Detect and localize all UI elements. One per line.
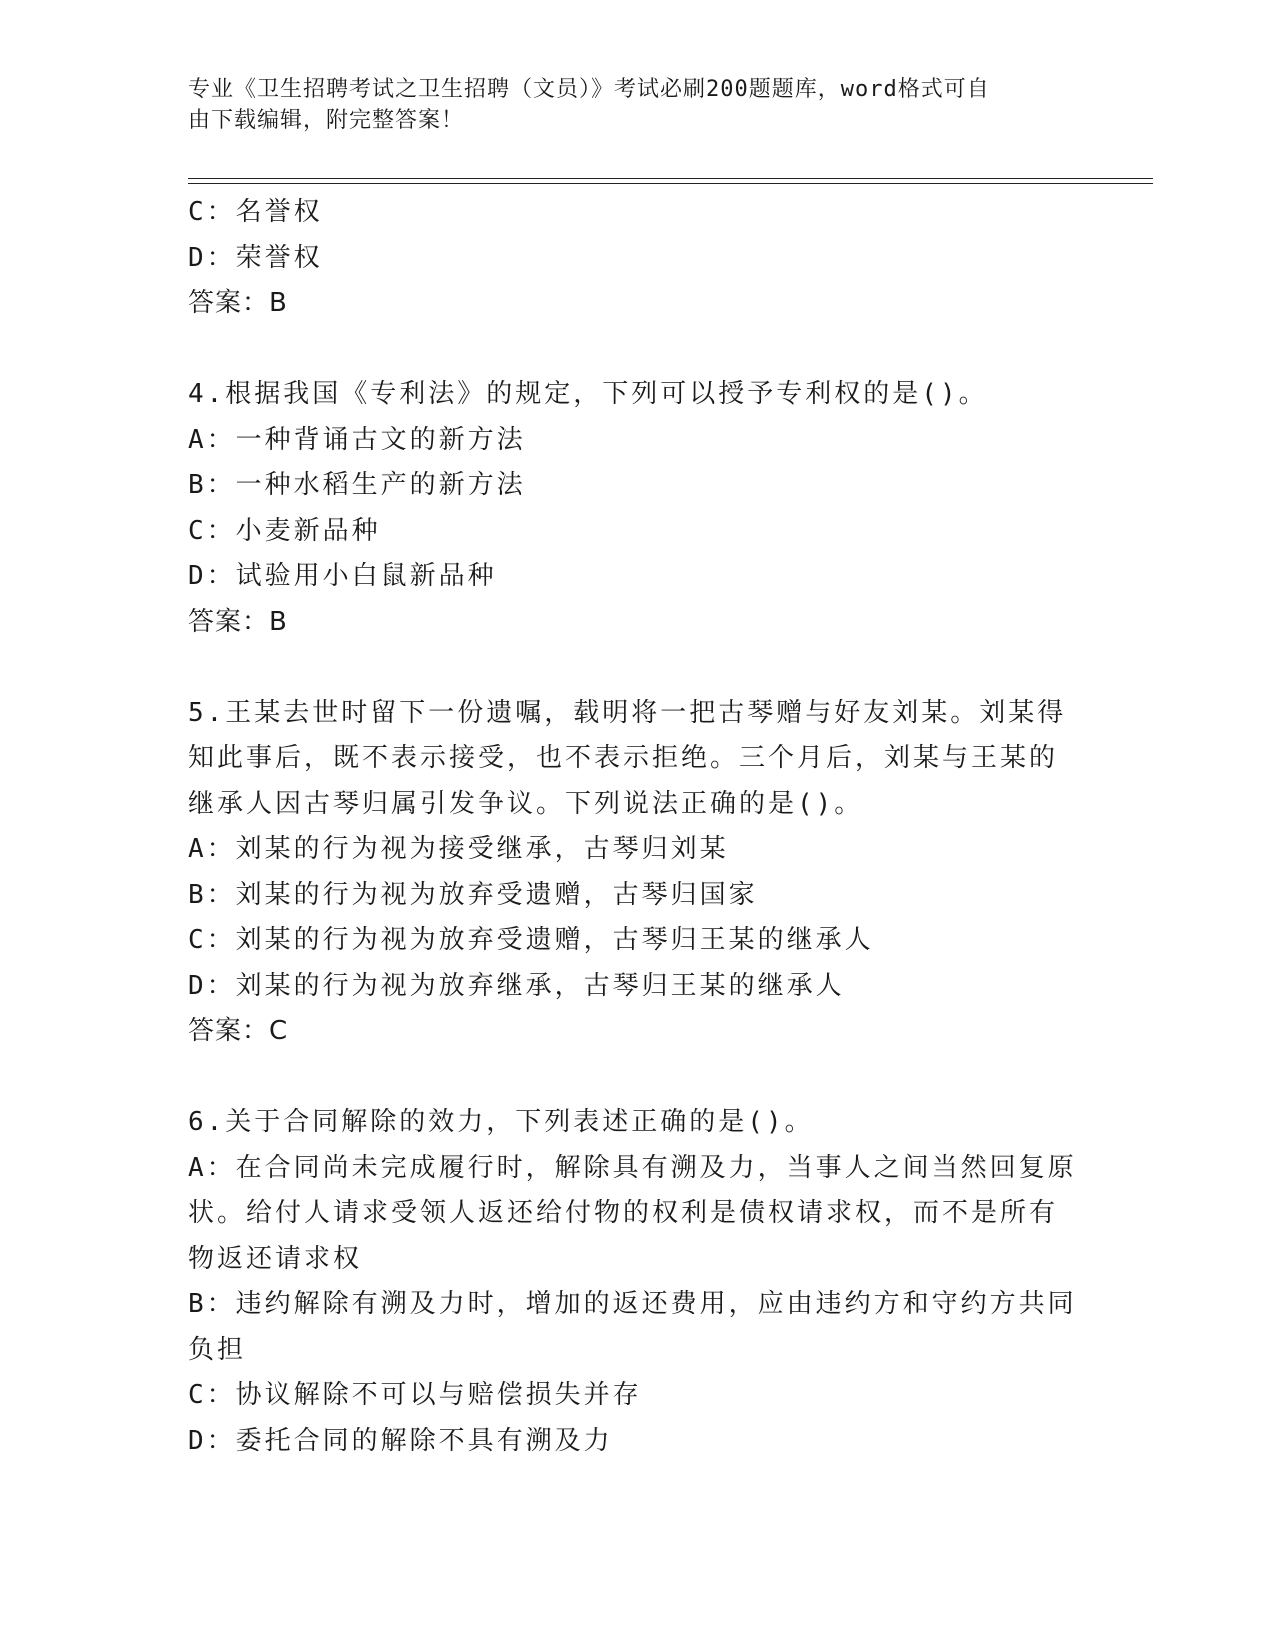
option-c: C：小麦新品种 [188, 515, 381, 546]
spacer [188, 1055, 1088, 1101]
option-c: C：名誉权 [188, 197, 323, 227]
option-b-line-1: B：违约解除有溯及力时，增加的返还费用，应由违约方和守约方共同 [188, 1289, 1077, 1319]
option-d: D：委托合同的解除不具有溯及力 [188, 1425, 613, 1456]
option-c: C：刘某的行为视为放弃受遗赠，古琴归王某的继承人 [188, 925, 874, 955]
option-d: D：刘某的行为视为放弃继承，古琴归王某的继承人 [188, 970, 845, 1001]
option-b: B：刘某的行为视为放弃受遗赠，古琴归国家 [188, 879, 758, 910]
option-d: D：荣誉权 [188, 242, 323, 273]
question-stem-line-2: 知此事后，既不表示接受，也不表示拒绝。三个月后，刘某与王某的 [188, 743, 1059, 773]
option-a-line-2: 状。给付人请求受领人返还给付物的权利是债权请求权，而不是所有 [188, 1198, 1059, 1228]
option-d: D：试验用小白鼠新品种 [188, 561, 497, 591]
option-c: C：协议解除不可以与赔偿损失并存 [188, 1380, 642, 1410]
question-5 [188, 691, 1088, 1055]
question-list [188, 190, 1088, 1464]
spacer [188, 327, 1088, 373]
answer-line: 答案：B [188, 288, 288, 318]
question-3-tail [188, 190, 1088, 327]
question-stem-line-1: 5.王某去世时留下一份遗嘱，载明将一把古琴赠与好友刘某。刘某得 [188, 697, 1067, 728]
question-6 [188, 1100, 1088, 1464]
option-a-line-1: A：在合同尚未完成履行时，解除具有溯及力，当事人之间当然回复原 [188, 1152, 1077, 1183]
spacer [188, 645, 1088, 691]
question-stem: 4.根据我国《专利法》的规定，下列可以授予专利权的是()。 [188, 379, 988, 409]
option-a: A：一种背诵古文的新方法 [188, 424, 526, 455]
question-stem: 6.关于合同解除的效力，下列表述正确的是()。 [188, 1107, 814, 1137]
option-b: B：一种水稻生产的新方法 [188, 470, 526, 500]
question-stem-line-3: 继承人因古琴归属引发争议。下列说法正确的是()。 [188, 788, 864, 819]
option-a: A：刘某的行为视为接受继承，古琴归刘某 [188, 834, 729, 864]
question-4 [188, 372, 1088, 645]
document-header [188, 74, 1068, 136]
header-line-2: 由下载编辑，附完整答案！ [188, 108, 465, 133]
answer-line: 答案：B [188, 606, 288, 637]
header-line-1: 专业《卫生招聘考试之卫生招聘（文员）》考试必刷200题题库，word格式可自 [188, 77, 990, 102]
header-divider-top [188, 178, 1153, 179]
answer-line: 答案：C [188, 1016, 289, 1046]
option-b-line-2: 负担 [188, 1334, 247, 1365]
header-divider-bottom [188, 183, 1153, 184]
option-a-line-3: 物返还请求权 [188, 1243, 363, 1274]
